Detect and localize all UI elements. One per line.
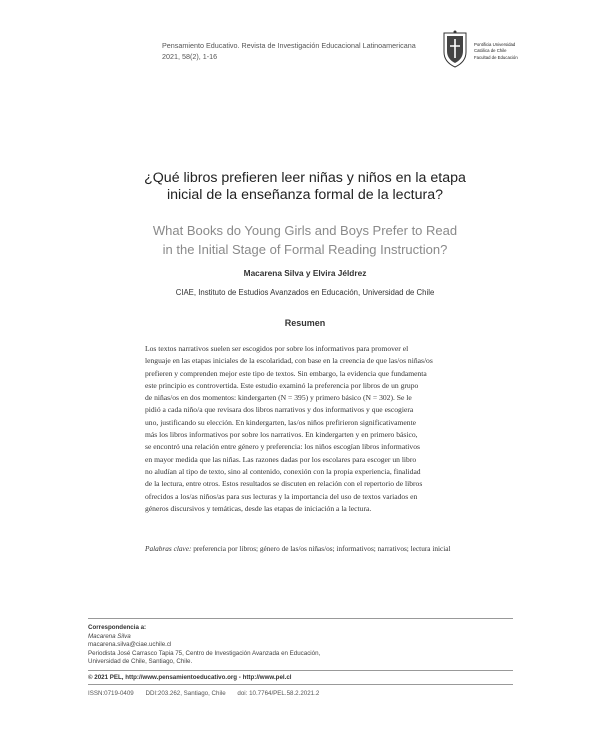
correspondence-name: Macarena Silva <box>88 632 131 640</box>
footer-divider <box>88 684 513 685</box>
authors: Macarena Silva y Elvira Jéldrez <box>243 268 367 278</box>
title-spanish-line: ¿Qué libros prefieren leer niñas y niños en la etapa <box>144 170 466 186</box>
abstract-heading: Resumen <box>284 318 326 328</box>
issn: ISSN:0719-0409 <box>88 690 134 697</box>
abstract-line: de la lectura, entre otros. Estos resultados se discuten en relación con el repertorio de libros <box>145 479 423 489</box>
abstract-line: más los libros informativos por sobre los narrativos. En kindergarten y en primero básico, <box>145 430 418 440</box>
title-english <box>140 221 470 259</box>
correspondence-block <box>88 624 408 667</box>
abstract-line: en mayor medida que las niñas. Las razones dadas por los escolares para escoger un libro <box>145 454 417 464</box>
keywords <box>145 544 485 553</box>
abstract-line: ofrecidos a los/as niños/as para sus lecturas y la importancia del uso de textos variados en <box>145 491 418 501</box>
keywords-label: Palabras clave: <box>145 544 192 553</box>
university-logo <box>440 30 565 70</box>
journal-header <box>162 40 416 62</box>
correspondence-address: Universidad de Chile, Santiago, Chile. <box>88 658 193 666</box>
doi-link[interactable]: doi: 10.7764/PEL.58.2.2021.2 <box>237 690 320 697</box>
abstract-line: géneros discursivos y temáticas, desde las etapas de iniciación a la lectura. <box>145 503 372 513</box>
university-seal-icon <box>440 30 470 68</box>
abstract-line: de niñas/os en dos momentos: kindergarten (N = 395) y primero básico (N = 302). Se le <box>145 393 412 403</box>
abstract-line: pidió a cada niño/a que revisara dos libros narrativos y dos informativos y que escogiera <box>145 405 414 415</box>
publication-footer <box>88 690 329 697</box>
correspondence-label: Correspondencia a: <box>88 624 147 631</box>
abstract-line: este principio es controvertida. Este estudio examinó la preferencia por libros de un grupo <box>145 380 419 390</box>
logo-faculty: Facultad de Educación <box>474 55 518 61</box>
abstract-line: prefieren y comprenden mejor este tipo de textos. Sin embargo, la evidencia que fundamenta <box>145 368 427 378</box>
title-english-line: in the Initial Stage of Formal Reading Instruction? <box>162 242 448 257</box>
title-english-line: What Books do Young Girls and Boys Prefer to Read <box>152 223 458 238</box>
journal-name: Pensamiento Educativo. Revista de Investigación Educacional Latinoamericana <box>162 41 416 50</box>
abstract-line: uno, justificando su elección. En kindergarten, las/os niños prefirieron significativamente <box>145 417 417 427</box>
keywords-list: preferencia por libros; género de las/os niñas/os; informativos; narrativos; lectura inicial <box>191 544 451 553</box>
abstract-line: se encontró una relación entre género y preferencia: los niños escogían libros informativos <box>145 442 420 452</box>
abstract-line: Los textos narrativos suelen ser escogidos por sobre los informativos para promover el <box>145 344 409 353</box>
abstract-line: lenguaje en las etapas iniciales de la escolaridad, con base en la creencia de que las/os niñas/os <box>145 356 433 366</box>
footer-divider <box>88 618 513 619</box>
copyright-line: © 2021 PEL, http://www.pensamientoeducativo.org - http://www.pel.cl <box>88 674 292 681</box>
correspondence-address: Periodista José Carrasco Tapia 75, Centro de Investigación Avanzada en Educación, <box>88 649 321 657</box>
journal-citation: 2021, 58(2), 1-16 <box>162 52 218 61</box>
ddi: DDI:203.262, Santiago, Chile <box>145 690 226 697</box>
title-spanish <box>140 170 470 204</box>
footer-divider <box>88 670 513 671</box>
correspondence-email[interactable]: macarena.silva@ciae.uchile.cl <box>88 641 172 649</box>
title-spanish-line: inicial de la enseñanza formal de la lectura? <box>166 187 444 203</box>
abstract-body <box>145 343 475 515</box>
logo-university-line2: Católica de Chile <box>474 47 507 53</box>
affiliation: CIAE, Instituto de Estudios Avanzados en Educación, Universidad de Chile <box>175 288 435 297</box>
abstract-line: no aludían al tipo de texto, sino al contenido, conexión con la propia experiencia, finalidad <box>145 466 421 476</box>
logo-university-line1: Pontificia Universidad <box>474 42 516 47</box>
